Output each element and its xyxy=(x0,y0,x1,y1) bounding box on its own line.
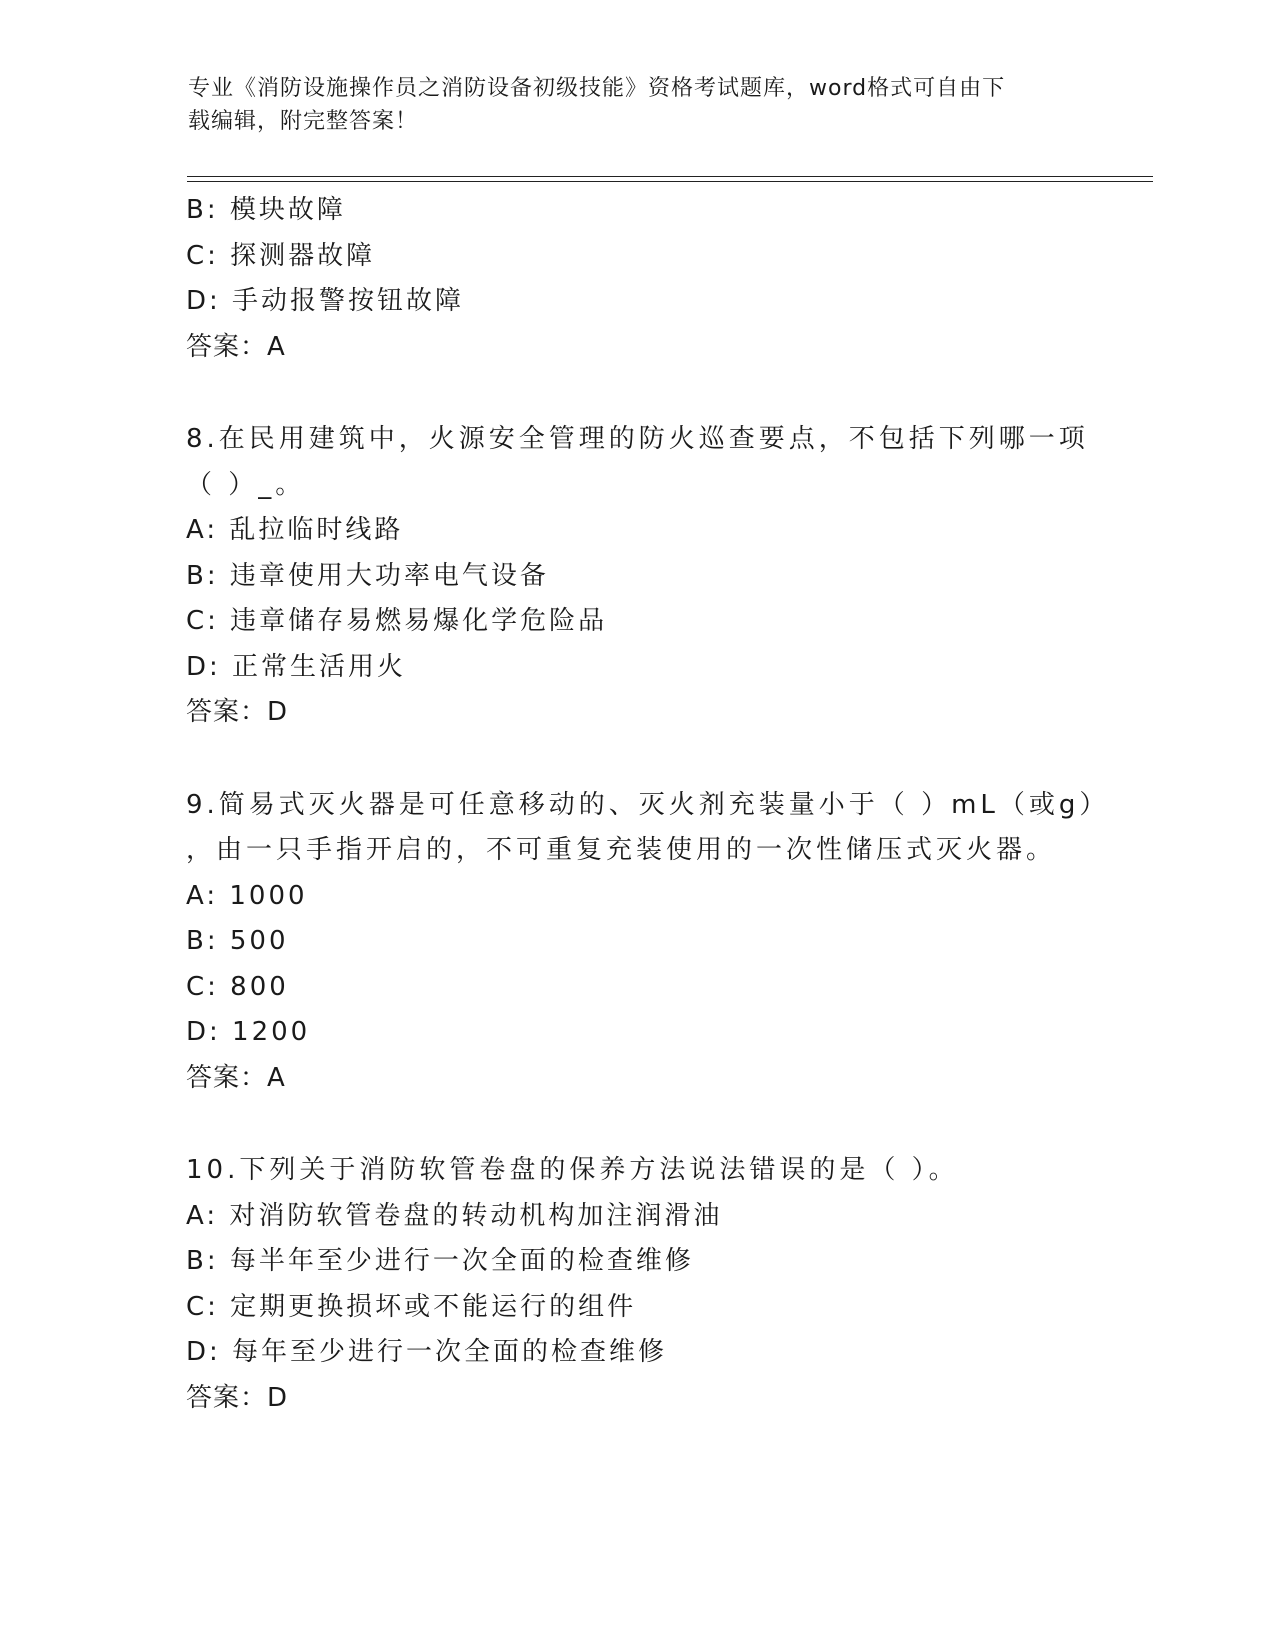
question-stem: （ ）_。 xyxy=(186,469,306,500)
spacer xyxy=(186,370,1166,417)
answer: 答案：A xyxy=(186,1062,286,1093)
spacer xyxy=(186,736,1166,783)
option-c: C: 违章储存易燃易爆化学危险品 xyxy=(186,606,608,636)
answer: 答案：A xyxy=(186,331,286,362)
document-header xyxy=(188,72,1088,138)
option-a: A: 1000 xyxy=(186,880,308,911)
option-d: D: 1200 xyxy=(186,1017,311,1047)
option-b: B: 模块故障 xyxy=(186,195,346,225)
option-b: B: 违章使用大功率电气设备 xyxy=(186,560,549,591)
question-7-tail xyxy=(186,188,1166,370)
option-d: D: 每年至少进行一次全面的检查维修 xyxy=(186,1337,668,1367)
header-divider-top xyxy=(187,176,1153,177)
option-b: B: 每半年至少进行一次全面的检查维修 xyxy=(186,1246,694,1276)
question-9 xyxy=(186,783,1166,1102)
question-8 xyxy=(186,417,1166,736)
header-line-2: 载编辑，附完整答案！ xyxy=(188,109,419,134)
question-stem: 10.下列关于消防软管卷盘的保养方法说法错误的是（ ）。 xyxy=(186,1155,959,1185)
header-divider-bottom xyxy=(187,181,1153,182)
answer: 答案：D xyxy=(186,697,289,727)
option-d: D: 正常生活用火 xyxy=(186,651,407,682)
option-a: A: 乱拉临时线路 xyxy=(186,515,404,545)
question-list xyxy=(186,188,1166,1421)
header-line-1: 专业《消防设施操作员之消防设备初级技能》资格考试题库，word格式可自由下 xyxy=(188,76,1006,101)
question-stem: ，由一只手指开启的，不可重复充装使用的一次性储压式灭火器。 xyxy=(186,835,1057,865)
option-c: C: 定期更换损坏或不能运行的组件 xyxy=(186,1291,637,1322)
question-10 xyxy=(186,1148,1166,1421)
question-stem: 9.简易式灭火器是可任意移动的、灭火剂充装量小于（ ）mL（或g） xyxy=(186,789,1110,820)
answer: 答案：D xyxy=(186,1382,289,1413)
option-b: B: 500 xyxy=(186,926,289,956)
option-a: A: 对消防软管卷盘的转动机构加注润滑油 xyxy=(186,1200,723,1231)
option-c: C: 探测器故障 xyxy=(186,240,376,271)
question-stem: 8.在民用建筑中，火源安全管理的防火巡查要点，不包括下列哪一项 xyxy=(186,424,1089,454)
spacer xyxy=(186,1101,1166,1148)
option-c: C: 800 xyxy=(186,971,289,1002)
option-d: D: 手动报警按钮故障 xyxy=(186,286,465,316)
